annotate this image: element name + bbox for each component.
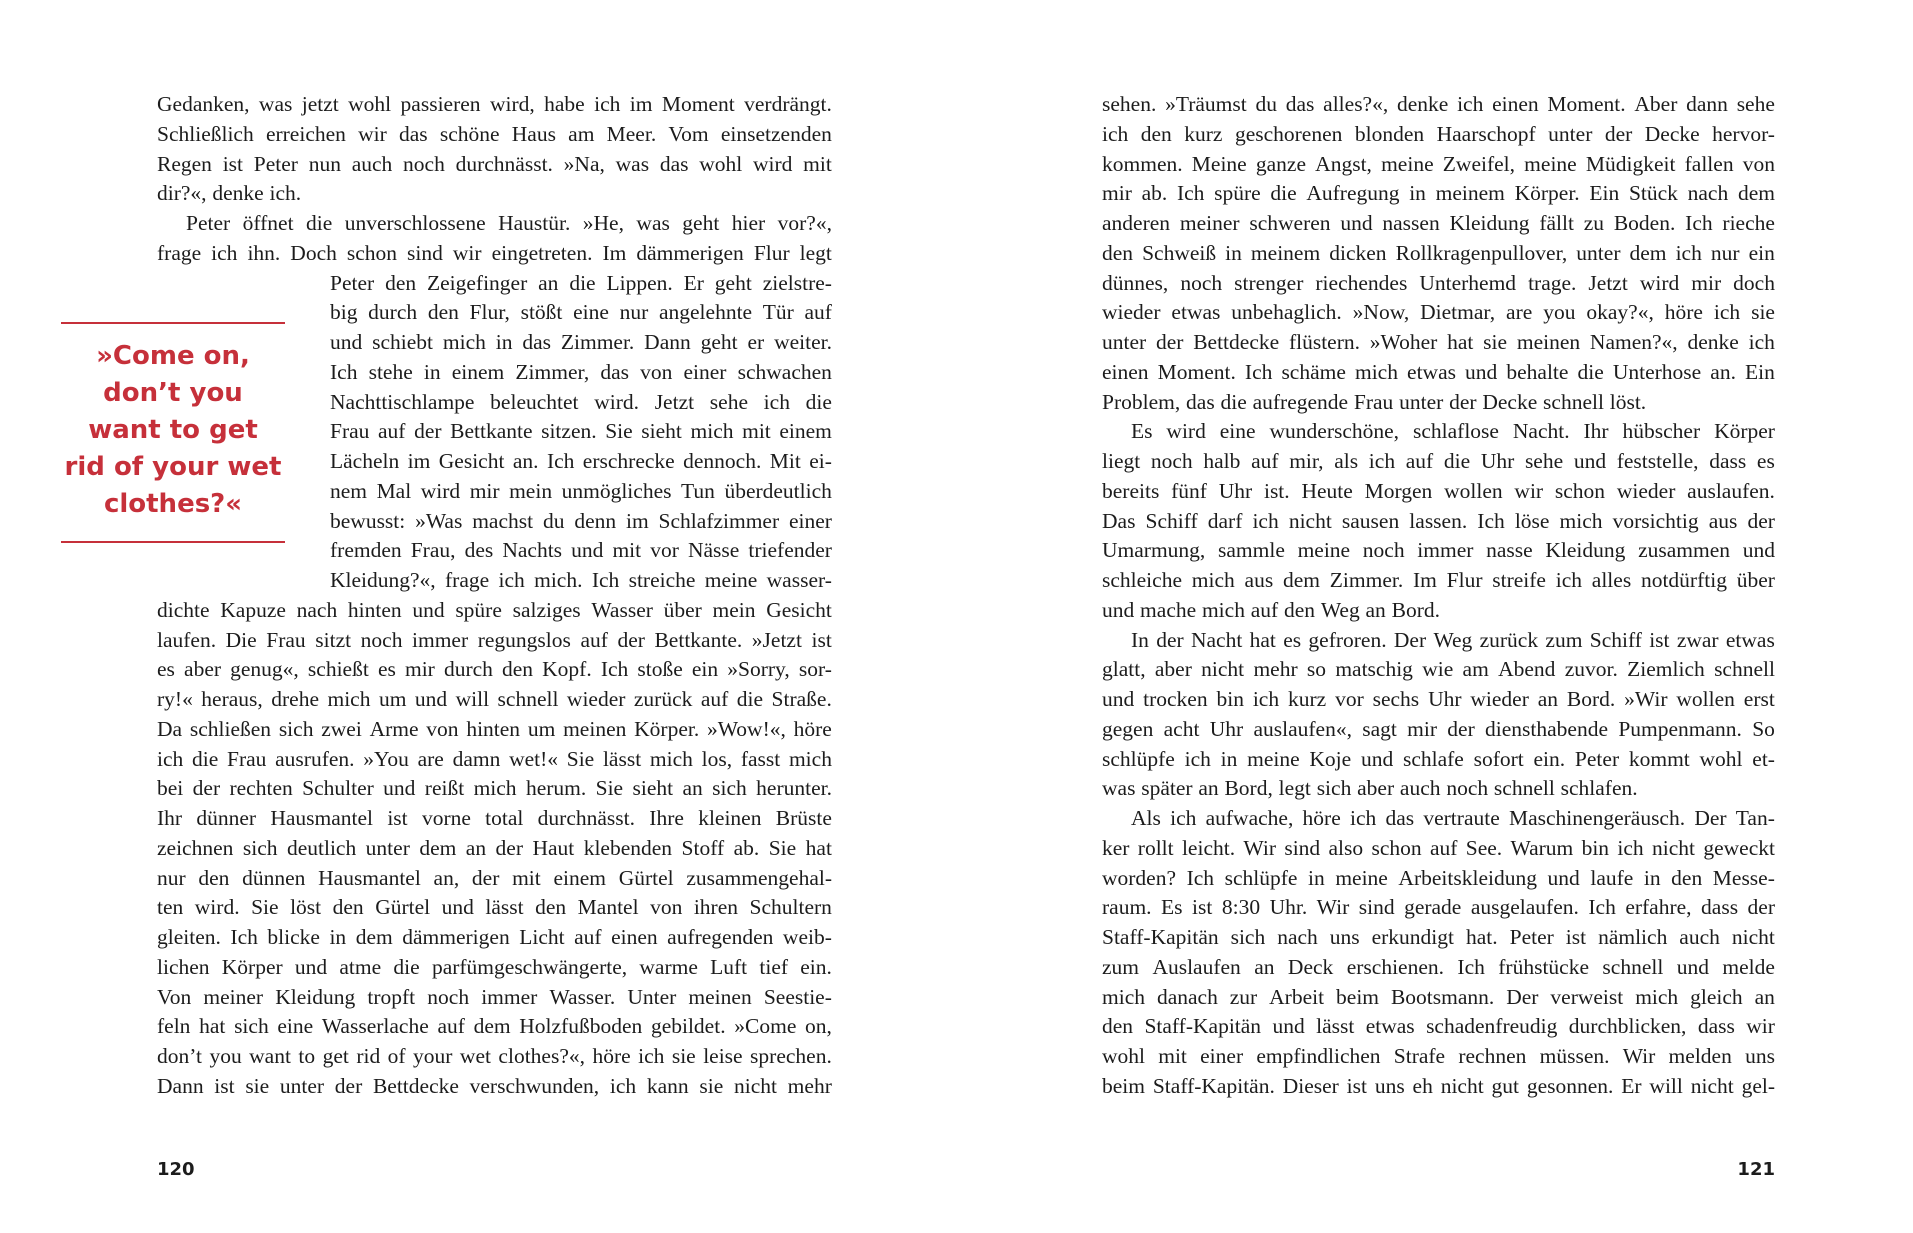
left-body-text <box>157 90 832 1102</box>
text-line: In der Nacht hat es gefroren. Der Weg zurück zum Schiff ist zwar etwas <box>1131 627 1775 652</box>
text-line: beim Staff-Kapitän. Dieser ist uns eh nicht gut gesonnen. Er will nicht gel- <box>1102 1073 1775 1098</box>
text-line: Kleidung?«, frage ich mich. Ich streiche meine wasser- <box>330 568 832 592</box>
text-line: glatt, aber nicht mehr so matschig wie am Abend zuvor. Ziemlich schnell <box>1102 657 1775 682</box>
text-line: schleiche mich aus dem Zimmer. Im Flur streife ich alles notdürftig über <box>1102 568 1775 592</box>
text-line: Peter öffnet die unverschlossene Haustür. »He, was geht hier vor?«, <box>186 211 832 235</box>
text-line: wohl mit einer empfindlichen Strafe rechnen müssen. Wir melden uns <box>1102 1044 1775 1068</box>
text-line: dünnes, noch strenger riechendes Unterhemd trage. Jetzt wird mir doch <box>1102 270 1775 295</box>
right-body-text <box>1102 90 1775 1102</box>
text-line: nem Mal wird mir mein unmögliches Tun überdeutlich <box>330 478 832 503</box>
text-line: ich die Frau ausrufen. »You are damn wet!« Sie lässt mich los, fasst mich <box>157 746 832 771</box>
text-line: gegen acht Uhr auslaufen«, sagt mir der diensthabende Pumpenmann. So <box>1102 716 1775 741</box>
text-line: lichen Körper und atme die parfümgeschwängerte, warme Luft tief ein. <box>157 954 832 979</box>
text-line: gleiten. Ich blicke in dem dämmerigen Licht auf einen aufregenden weib- <box>157 925 832 949</box>
text-line: nur den dünnen Hausmantel an, der mit einem Gürtel zusammengehal- <box>157 865 832 890</box>
text-line: don’t you want to get rid of your wet clothes?«, höre ich sie leise sprechen. <box>157 1044 832 1068</box>
text-line: Es wird eine wunderschöne, schlaflose Nacht. Ihr hübscher Körper <box>1131 419 1775 444</box>
text-line: einen Moment. Ich schäme mich etwas und behalte die Unterhose an. Ein <box>1102 359 1775 384</box>
text-line: laufen. Die Frau sitzt noch immer regungslos auf der Bettkante. »Jetzt ist <box>157 627 832 652</box>
right-page <box>956 0 1913 1233</box>
text-line: und mache mich auf den Weg an Bord. <box>1102 597 1440 622</box>
text-line: Dann ist sie unter der Bettdecke verschwunden, ich kann sie nicht mehr <box>157 1073 832 1098</box>
text-line: was später an Bord, legt sich aber auch noch schnell schlafen. <box>1102 776 1638 801</box>
text-line: Peter den Zeigefinger an die Lippen. Er geht zielstre- <box>330 270 832 295</box>
text-line: Das Schiff darf ich nicht sausen lassen. Ich löse mich vorsichtig aus der <box>1102 508 1775 533</box>
text-line: worden? Ich schlüpfe in meine Arbeitskleidung und laufe in den Messe- <box>1102 865 1775 890</box>
text-line: Nachttischlampe beleuchtet wird. Jetzt sehe ich die <box>330 389 832 414</box>
text-line: anderen meiner schweren und nassen Kleidung fällt zu Boden. Ich rieche <box>1102 211 1775 235</box>
text-line: und trocken bin ich kurz vor sechs Uhr wieder an Bord. »Wir wollen erst <box>1102 687 1775 711</box>
text-line: raum. Es ist 8:30 Uhr. Wir sind gerade ausgelaufen. Ich erfahre, dass der <box>1102 895 1775 920</box>
text-line: ten wird. Sie löst den Gürtel und lässt den Mantel von ihren Schultern <box>157 895 832 920</box>
text-line: Von meiner Kleidung tropft noch immer Wasser. Unter meinen Seestie- <box>157 984 832 1009</box>
text-line: ker rollt leicht. Wir sind also schon auf See. Warum bin ich nicht geweckt <box>1102 835 1775 860</box>
text-line: zeichnen sich deutlich unter dem an der Haut klebenden Stoff ab. Sie hat <box>157 835 832 860</box>
pull-quote-line: don’t you <box>103 378 243 408</box>
text-line: mich danach zur Arbeit beim Bootsmann. Der verweist mich gleich an <box>1102 984 1775 1009</box>
text-line: den Staff-Kapitän und lässt etwas schadenfreudig durchblicken, dass wir <box>1102 1014 1775 1039</box>
text-line: frage ich ihn. Doch schon sind wir eingetreten. Im dämmerigen Flur legt <box>157 240 832 265</box>
text-line: unter der Bettdecke flüstern. »Woher hat sie meinen Namen?«, denke ich <box>1102 330 1775 354</box>
page-number-left: 120 <box>157 1159 195 1180</box>
pull-quote-line: »Come on, <box>96 341 250 371</box>
text-line: und schiebt mich in das Zimmer. Dann geht er weiter. <box>330 330 832 354</box>
text-line: Gedanken, was jetzt wohl passieren wird, habe ich im Moment verdrängt. <box>157 92 832 116</box>
text-line: Ihr dünner Hausmantel ist vorne total durchnässt. Ihre kleinen Brüste <box>157 806 832 830</box>
text-line: Problem, das die aufregende Frau unter der Decke schnell löst. <box>1102 389 1647 414</box>
text-line: dir?«, denke ich. <box>157 181 302 206</box>
text-line: bewusst: »Was machst du denn im Schlafzimmer einer <box>330 508 832 533</box>
text-line: Lächeln im Gesicht an. Ich erschrecke dennoch. Mit ei- <box>330 449 832 473</box>
text-line: den Schweiß in meinem dicken Rollkragenpullover, unter dem ich nur ein <box>1102 240 1775 265</box>
pull-quote <box>61 322 285 543</box>
text-line: feln hat sich eine Wasserlache auf dem Holzfußboden gebildet. »Come on, <box>157 1014 832 1039</box>
text-line: sehen. »Träumst du das alles?«, denke ich einen Moment. Aber dann sehe <box>1102 92 1775 116</box>
text-line: dichte Kapuze nach hinten und spüre salziges Wasser über mein Gesicht <box>157 597 832 622</box>
pull-quote-line: want to get <box>88 415 258 445</box>
text-line: Als ich aufwache, höre ich das vertraute Maschinengeräusch. Der Tan- <box>1131 806 1775 830</box>
left-page <box>0 0 956 1233</box>
text-line: bereits fünf Uhr ist. Heute Morgen wollen wir schon wieder auslaufen. <box>1102 478 1775 503</box>
page-number-right: 121 <box>1737 1159 1775 1180</box>
pull-quote-line: clothes?« <box>103 489 243 519</box>
text-line: Umarmung, sammle meine noch immer nasse Kleidung zusammen und <box>1102 538 1775 563</box>
text-line: ry!« heraus, drehe mich um und will schnell wieder zurück auf die Straße. <box>157 687 832 711</box>
text-line: ich den kurz geschorenen blonden Haarschopf unter der Decke hervor- <box>1102 121 1775 146</box>
text-line: liegt noch halb auf mir, als ich auf die Uhr sehe und feststelle, dass es <box>1102 449 1775 473</box>
text-line: Da schließen sich zwei Arme von hinten um meinen Körper. »Wow!«, höre <box>157 716 832 741</box>
text-line: schlüpfe ich in meine Koje und schlafe sofort ein. Peter kommt wohl et- <box>1102 746 1775 771</box>
pull-quote-line: rid of your wet <box>64 452 282 482</box>
text-line: mir ab. Ich spüre die Aufregung in meinem Körper. Ein Stück nach dem <box>1102 181 1775 206</box>
text-line: Schließlich erreichen wir das schöne Haus am Meer. Vom einsetzenden <box>157 121 832 146</box>
text-line: Ich stehe in einem Zimmer, das von einer schwachen <box>330 359 832 384</box>
text-line: fremden Frau, des Nachts und mit vor Nässe triefender <box>330 538 832 563</box>
text-line: bei der rechten Schulter und reißt mich herum. Sie sieht an sich herunter. <box>157 776 832 801</box>
text-line: Staff-Kapitän sich nach uns erkundigt hat. Peter ist nämlich auch nicht <box>1102 925 1775 949</box>
text-line: Regen ist Peter nun auch noch durchnässt. »Na, was das wohl wird mit <box>157 151 832 176</box>
text-line: kommen. Meine ganze Angst, meine Zweifel, meine Müdigkeit fallen von <box>1102 151 1775 176</box>
text-line: Frau auf der Bettkante sitzen. Sie sieht mich mit einem <box>330 419 832 444</box>
text-line: es aber genug«, schießt es mir durch den Kopf. Ich stoße ein »Sorry, sor- <box>157 657 832 682</box>
text-line: zum Auslaufen an Deck erschienen. Ich frühstücke schnell und melde <box>1102 954 1775 979</box>
text-line: big durch den Flur, stößt eine nur angelehnte Tür auf <box>330 300 832 325</box>
text-line: wieder etwas unbehaglich. »Now, Dietmar, are you okay?«, höre ich sie <box>1102 300 1775 325</box>
